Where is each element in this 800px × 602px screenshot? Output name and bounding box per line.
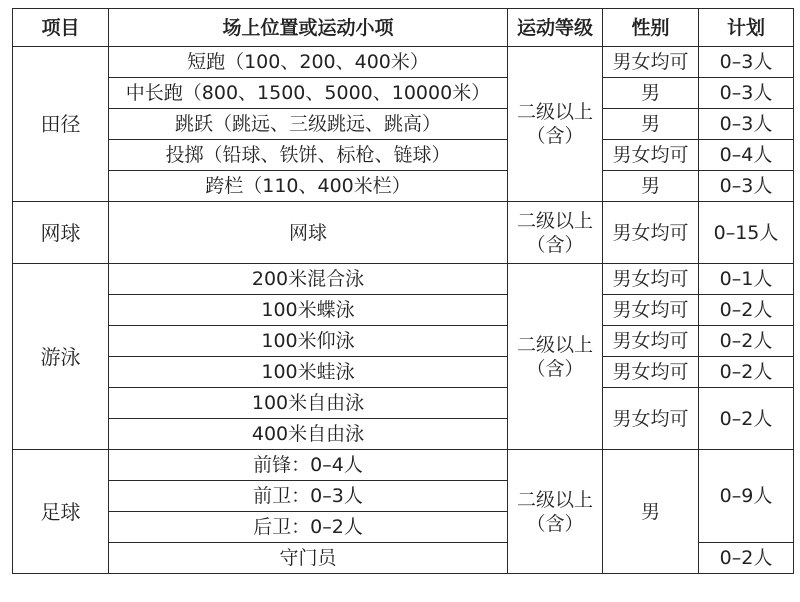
plan-cell: 0–2人	[699, 326, 794, 357]
recruitment-table	[12, 8, 794, 574]
item-cell: 100米蛙泳	[109, 357, 508, 388]
level-line2: （含）	[526, 233, 584, 256]
table-row	[13, 388, 794, 419]
gender-cell: 男女均可	[603, 140, 699, 171]
gender-cell: 男	[603, 78, 699, 109]
category-tennis: 网球	[13, 202, 109, 264]
gender-cell: 男女均可	[603, 357, 699, 388]
level-line1: 二级以上	[516, 488, 593, 511]
item-cell: 中长跑（800、1500、5000、10000米）	[109, 78, 508, 109]
item-cell: 守门员	[109, 543, 508, 574]
plan-cell: 0–3人	[699, 109, 794, 140]
plan-cell: 0–3人	[699, 47, 794, 78]
level-cell-track	[508, 47, 603, 202]
category-football: 足球	[13, 450, 109, 574]
header-category: 项目	[13, 9, 109, 47]
gender-cell: 男女均可	[603, 295, 699, 326]
table-row	[13, 171, 794, 202]
level-line2: （含）	[526, 357, 584, 380]
header-position: 场上位置或运动小项	[109, 9, 508, 47]
gender-cell: 男	[603, 450, 699, 574]
level-cell-swimming	[508, 264, 603, 450]
level-line1: 二级以上	[516, 209, 593, 232]
level-line1: 二级以上	[516, 333, 593, 356]
table-row	[13, 326, 794, 357]
item-cell: 100米蝶泳	[109, 295, 508, 326]
gender-cell: 男女均可	[603, 202, 699, 264]
plan-cell: 0–2人	[699, 543, 794, 574]
item-cell: 200米混合泳	[109, 264, 508, 295]
level-cell-tennis	[508, 202, 603, 264]
table-row	[13, 202, 794, 264]
item-cell: 100米自由泳	[109, 388, 508, 419]
plan-cell: 0–15人	[699, 202, 794, 264]
plan-cell: 0–3人	[699, 171, 794, 202]
item-cell: 后卫：0–2人	[109, 512, 508, 543]
item-cell: 前卫：0–3人	[109, 481, 508, 512]
item-cell: 400米自由泳	[109, 419, 508, 450]
item-cell: 跳跃（跳远、三级跳远、跳高）	[109, 109, 508, 140]
gender-cell: 男女均可	[603, 47, 699, 78]
plan-cell: 0–3人	[699, 78, 794, 109]
header-gender: 性别	[603, 9, 699, 47]
item-cell: 100米仰泳	[109, 326, 508, 357]
level-cell-football	[508, 450, 603, 574]
gender-cell: 男	[603, 109, 699, 140]
item-cell: 前锋：0–4人	[109, 450, 508, 481]
plan-cell: 0–9人	[699, 450, 794, 543]
gender-cell: 男女均可	[603, 388, 699, 450]
item-cell: 跨栏（110、400米栏）	[109, 171, 508, 202]
level-line2: （含）	[526, 125, 584, 147]
header-plan: 计划	[699, 9, 794, 47]
plan-cell: 0–2人	[699, 295, 794, 326]
table-row	[13, 357, 794, 388]
level-line2: （含）	[526, 512, 584, 535]
table-row	[13, 295, 794, 326]
plan-cell: 0–2人	[699, 388, 794, 450]
item-cell: 短跑（100、200、400米）	[109, 47, 508, 78]
item-cell: 投掷（铅球、铁饼、标枪、链球）	[109, 140, 508, 171]
table-row	[13, 264, 794, 295]
table-row	[13, 47, 794, 78]
header-row	[13, 9, 794, 47]
level-line1: 二级以上	[516, 101, 593, 123]
table-row	[13, 450, 794, 481]
plan-cell: 0–4人	[699, 140, 794, 171]
table-row	[13, 140, 794, 171]
gender-cell: 男女均可	[603, 326, 699, 357]
category-track: 田径	[13, 47, 109, 202]
item-cell: 网球	[109, 202, 508, 264]
plan-cell: 0–1人	[699, 264, 794, 295]
category-swimming: 游泳	[13, 264, 109, 450]
gender-cell: 男	[603, 171, 699, 202]
header-level: 运动等级	[508, 9, 603, 47]
table-row	[13, 78, 794, 109]
table-row	[13, 109, 794, 140]
plan-cell: 0–2人	[699, 357, 794, 388]
gender-cell: 男女均可	[603, 264, 699, 295]
